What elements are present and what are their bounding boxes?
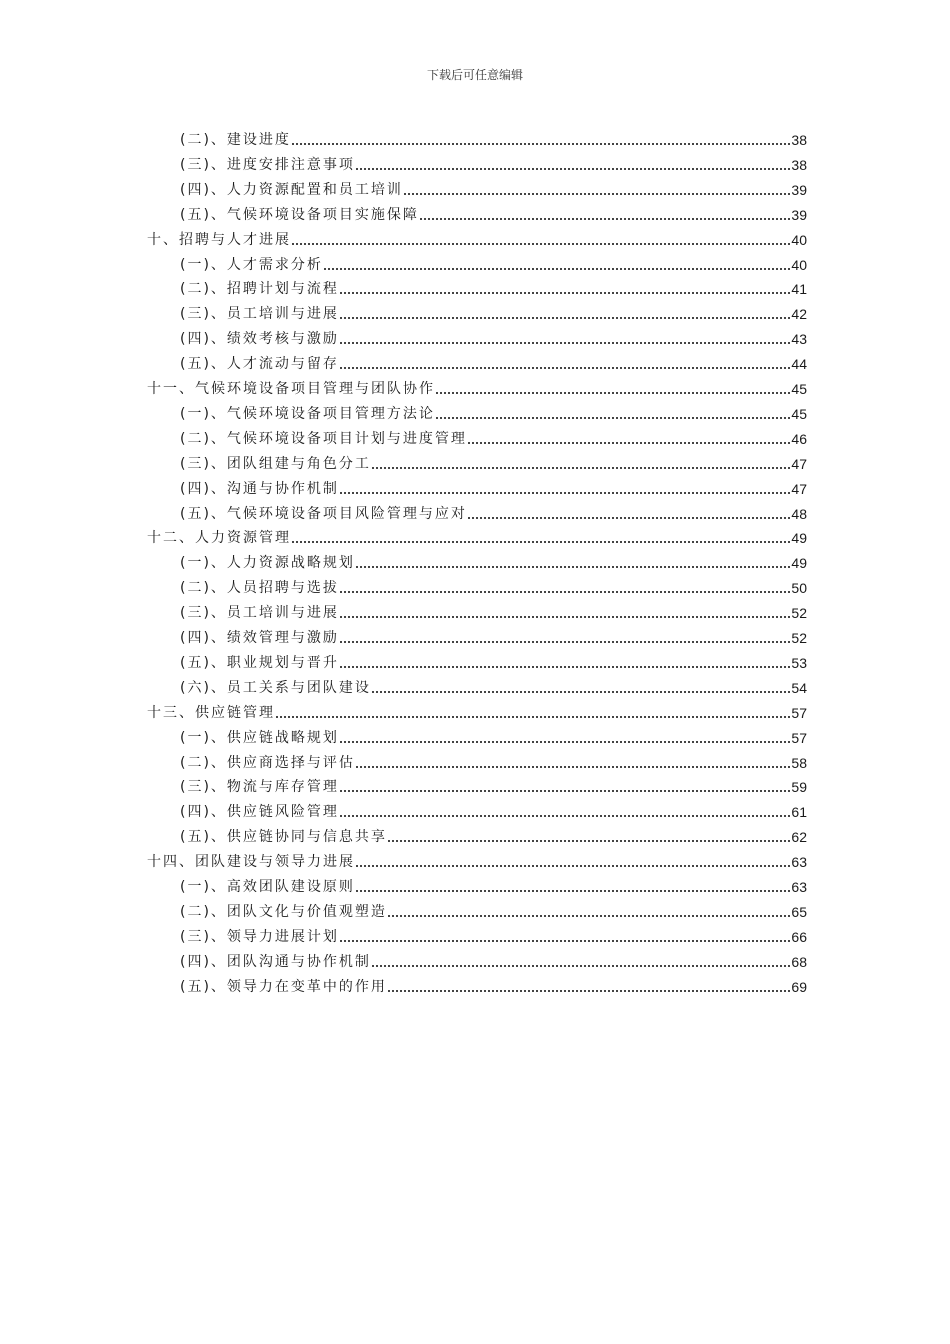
toc-dot-leader (340, 815, 790, 817)
toc-section-entry[interactable] (180, 723, 807, 747)
toc-entry-title: (五)、职业规划与晋升 (180, 654, 339, 671)
toc-page-number: 44 (791, 356, 807, 373)
toc-page-number: 47 (791, 480, 807, 497)
toc-page-number: 40 (791, 231, 807, 248)
toc-section-entry[interactable] (180, 424, 807, 448)
toc-chapter-entry[interactable] (147, 847, 807, 871)
toc-entry-title: (三)、进度安排注意事项 (180, 156, 355, 173)
toc-dot-leader (292, 143, 790, 145)
toc-page-number: 40 (791, 256, 807, 273)
toc-dot-leader (372, 467, 790, 469)
toc-chapter-entry[interactable] (147, 698, 807, 722)
toc-entry-title: (六)、员工关系与团队建设 (180, 679, 371, 696)
toc-dot-leader (340, 317, 790, 319)
toc-entry-title: 十三、供应链管理 (147, 704, 275, 721)
toc-dot-leader (356, 766, 790, 768)
toc-page-number: 69 (791, 978, 807, 995)
toc-section-entry[interactable] (180, 573, 807, 597)
toc-dot-leader (404, 193, 790, 195)
toc-page-number: 38 (791, 132, 807, 148)
page-header: 下载后可任意编辑 (426, 68, 523, 82)
toc-dot-leader (372, 965, 790, 967)
toc-section-entry[interactable] (180, 274, 807, 298)
toc-dot-leader (420, 218, 790, 220)
toc-page-number: 41 (791, 281, 807, 298)
toc-entry-title: (一)、人力资源战略规划 (180, 555, 355, 572)
toc-section-entry[interactable] (180, 922, 807, 946)
toc-dot-leader (276, 716, 790, 718)
toc-page-number: 45 (791, 381, 807, 397)
toc-dot-leader (388, 990, 790, 992)
toc-section-entry[interactable] (180, 175, 807, 199)
toc-page-number: 39 (791, 181, 807, 198)
toc-dot-leader (356, 865, 790, 867)
toc-entry-title: (三)、员工培训与进展 (180, 306, 339, 323)
toc-section-entry[interactable] (180, 324, 807, 348)
toc-page-number: 68 (791, 953, 807, 970)
toc-section-entry[interactable] (180, 299, 807, 323)
toc-entry-title: 十二、人力资源管理 (147, 530, 291, 547)
toc-dot-leader (340, 342, 790, 344)
toc-dot-leader (340, 492, 790, 494)
toc-entry-title: (五)、气候环境设备项目实施保障 (180, 206, 419, 223)
toc-page-number: 63 (791, 854, 807, 871)
toc-section-entry[interactable] (180, 125, 807, 149)
toc-entry-title: 十、招聘与人才进展 (147, 231, 291, 248)
toc-entry-title: (三)、物流与库存管理 (180, 779, 339, 796)
toc-dot-leader (468, 442, 790, 444)
toc-chapter-entry[interactable] (147, 225, 807, 249)
toc-page-number: 61 (791, 804, 807, 821)
toc-entry-title: (五)、人才流动与留存 (180, 356, 339, 373)
toc-chapter-entry[interactable] (147, 523, 807, 547)
toc-section-entry[interactable] (180, 947, 807, 971)
toc-entry-title: (五)、供应链协同与信息共享 (180, 829, 387, 846)
toc-dot-leader (340, 292, 790, 294)
toc-page-number: 50 (791, 580, 807, 597)
toc-page-number: 52 (791, 630, 807, 646)
toc-entry-title: 十四、团队建设与领导力进展 (147, 854, 355, 871)
toc-page-number: 43 (791, 331, 807, 348)
toc-section-entry[interactable] (180, 449, 807, 473)
toc-entry-title: (五)、气候环境设备项目风险管理与应对 (180, 505, 467, 522)
toc-entry-title: 十一、气候环境设备项目管理与团队协作 (147, 381, 435, 397)
toc-dot-leader (340, 666, 790, 668)
toc-entry-title: (三)、团队组建与角色分工 (180, 455, 371, 472)
toc-entry-title: (一)、人才需求分析 (180, 256, 323, 273)
toc-entry-title: (二)、气候环境设备项目计划与进度管理 (180, 430, 467, 447)
toc-page-number: 59 (791, 779, 807, 796)
toc-dot-leader (340, 641, 790, 643)
toc-entry-title: (四)、沟通与协作机制 (180, 480, 339, 497)
toc-entry-title: (三)、领导力进展计划 (180, 928, 339, 945)
toc-entry-title: (二)、人员招聘与选拔 (180, 580, 339, 597)
toc-dot-leader (292, 243, 790, 245)
toc-dot-leader (340, 591, 790, 593)
toc-section-entry[interactable] (180, 897, 807, 921)
toc-dot-leader (340, 616, 790, 618)
toc-section-entry[interactable] (180, 349, 807, 373)
toc-dot-leader (356, 890, 790, 892)
toc-section-entry[interactable] (180, 822, 807, 846)
toc-section-entry[interactable] (180, 598, 807, 622)
toc-entry-title: (一)、供应链战略规划 (180, 729, 339, 746)
toc-section-entry[interactable] (180, 623, 807, 647)
toc-page-number: 63 (791, 879, 807, 895)
toc-page-number: 57 (791, 729, 807, 746)
toc-page-number: 57 (791, 704, 807, 721)
toc-page-number: 62 (791, 829, 807, 846)
toc-page-number: 45 (791, 405, 807, 422)
toc-dot-leader (324, 268, 790, 270)
toc-dot-leader (340, 790, 790, 792)
toc-section-entry[interactable] (180, 772, 807, 796)
toc-dot-leader (356, 168, 790, 170)
toc-page-number: 49 (791, 555, 807, 572)
toc-section-entry[interactable] (180, 200, 807, 224)
toc-entry-title: (四)、团队沟通与协作机制 (180, 953, 371, 970)
toc-dot-leader (436, 417, 790, 419)
toc-entry-title: (四)、供应链风险管理 (180, 804, 339, 821)
toc-page-number: 39 (791, 206, 807, 223)
toc-page-number: 66 (791, 928, 807, 945)
toc-page-number: 38 (791, 156, 807, 173)
toc-section-entry[interactable] (180, 250, 807, 274)
toc-dot-leader (372, 691, 790, 693)
toc-dot-leader (388, 915, 790, 917)
toc-entry-title: (五)、领导力在变革中的作用 (180, 978, 387, 995)
toc-dot-leader (340, 741, 790, 743)
toc-page-number: 42 (791, 306, 807, 323)
toc-entry-title: (二)、团队文化与价值观塑造 (180, 903, 387, 920)
toc-section-entry[interactable] (180, 399, 807, 423)
toc-page-number: 52 (791, 605, 807, 622)
toc-page-number: 53 (791, 654, 807, 671)
toc-page-number: 65 (791, 903, 807, 920)
toc-page-number: 46 (791, 430, 807, 447)
toc-chapter-entry[interactable] (147, 374, 807, 398)
toc-section-entry[interactable] (180, 648, 807, 672)
toc-page-number: 48 (791, 505, 807, 522)
toc-section-entry[interactable] (180, 748, 807, 772)
toc-page-number: 47 (791, 455, 807, 472)
toc-entry-title: (三)、员工培训与进展 (180, 605, 339, 622)
toc-section-entry[interactable] (180, 150, 807, 174)
toc-section-entry[interactable] (180, 797, 807, 821)
toc-dot-leader (436, 392, 790, 394)
toc-dot-leader (340, 940, 790, 942)
toc-page-number: 49 (791, 530, 807, 547)
toc-entry-title: (一)、气候环境设备项目管理方法论 (180, 405, 435, 422)
toc-section-entry[interactable] (180, 548, 807, 572)
toc-dot-leader (292, 541, 790, 543)
toc-section-entry[interactable] (180, 673, 807, 697)
toc-section-entry[interactable] (180, 972, 807, 996)
toc-entry-title: (四)、人力资源配置和员工培训 (180, 181, 403, 198)
toc-entry-title: (四)、绩效管理与激励 (180, 630, 339, 646)
toc-entry-title: (一)、高效团队建设原则 (180, 879, 355, 895)
toc-dot-leader (468, 517, 790, 519)
toc-dot-leader (340, 367, 790, 369)
toc-section-entry[interactable] (180, 474, 807, 498)
toc-dot-leader (356, 566, 790, 568)
toc-entry-title: (二)、供应商选择与评估 (180, 754, 355, 771)
toc-entry-title: (四)、绩效考核与激励 (180, 331, 339, 348)
toc-section-entry[interactable] (180, 499, 807, 523)
toc-entry-title: (二)、招聘计划与流程 (180, 281, 339, 298)
toc-page-number: 58 (791, 754, 807, 771)
toc-page-number: 54 (791, 679, 807, 696)
toc-entry-title: (二)、建设进度 (180, 132, 291, 148)
toc-dot-leader (388, 840, 790, 842)
toc-section-entry[interactable] (180, 872, 807, 896)
